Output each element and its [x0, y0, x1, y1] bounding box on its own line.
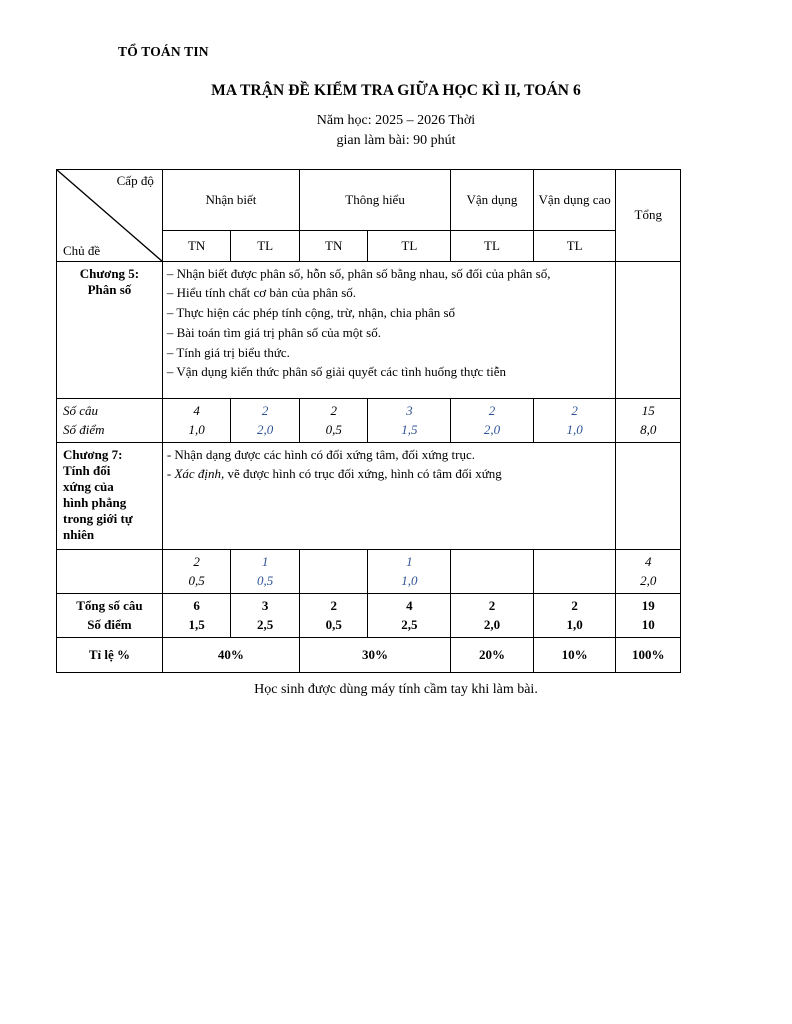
- cell-count-score: [231, 549, 300, 593]
- ratio-tong: 100%: [616, 637, 681, 672]
- grand-total-cell: [162, 593, 231, 637]
- count-value: 19: [641, 597, 655, 613]
- chapter-5-total-placeholder: [616, 261, 681, 398]
- table-row: [57, 398, 681, 442]
- header-van-dung-cao: Vận dụng cao: [533, 169, 616, 230]
- grand-total-cell: [231, 593, 300, 637]
- chapter-7-label: [57, 442, 163, 549]
- count-value: 3: [261, 597, 269, 613]
- department-name: TỔ TOÁN TIN: [118, 44, 209, 59]
- grand-total-cell-sum: [616, 593, 681, 637]
- objective-item: – Nhận biết được phân số, hỗn số, phân số bằng nhau, số đối của phân số,: [166, 265, 551, 281]
- chapter-5-objectives: [162, 261, 616, 398]
- subheader-tl-4: TL: [533, 230, 616, 261]
- score-value: 2,0: [483, 422, 501, 438]
- chapter-7-line: trong giới tự: [63, 510, 133, 526]
- score-value: 1,5: [401, 422, 418, 438]
- score-value: 0,5: [325, 617, 342, 633]
- subheader-tl-3: TL: [451, 230, 534, 261]
- chapter-7-line: xứng của: [63, 478, 114, 494]
- count-value: 2: [488, 402, 496, 418]
- document-subtitle: [56, 111, 736, 152]
- ratio-van-dung: 20%: [451, 637, 534, 672]
- score-value: 1,0: [566, 617, 583, 633]
- subheader-tn-2: TN: [299, 230, 368, 261]
- score-value: 1,5: [188, 617, 205, 633]
- chapter-7-counts-label: [57, 549, 163, 593]
- table-row-grand-total: [57, 593, 681, 637]
- label-so-diem: Số điểm: [63, 422, 105, 438]
- page-title: MA TRẬN ĐỀ KIỂM TRA GIỮA HỌC KÌ II, TOÁN 6: [211, 82, 581, 99]
- cell-count-score: [368, 549, 451, 593]
- count-value: [455, 552, 529, 572]
- score-value: 10: [641, 617, 655, 633]
- count-value: 1: [406, 553, 413, 569]
- header-thong-hieu: Thông hiểu: [299, 169, 450, 230]
- topic-label: Chủ đề: [63, 242, 101, 258]
- count-value: 1: [261, 553, 269, 569]
- cell-count-score: [231, 398, 300, 442]
- chapter-7-total-placeholder: [616, 442, 681, 549]
- count-value: 2: [261, 402, 269, 418]
- label-so-cau: [63, 552, 158, 572]
- cell-count-score: [162, 398, 231, 442]
- corner-cell: [57, 169, 163, 261]
- chapter-7-line: hình phẳng: [63, 494, 127, 510]
- chapter-5-line-2: Phân số: [87, 281, 132, 297]
- score-value: 1,0: [566, 422, 583, 438]
- grand-total-label: [57, 593, 163, 637]
- header-nhan-biet: Nhận biết: [162, 169, 299, 230]
- cell-count-score: [368, 398, 451, 442]
- cell-count-score: [162, 549, 231, 593]
- cell-count-score-total: [616, 398, 681, 442]
- table-row: [57, 442, 681, 549]
- count-value: 15: [641, 402, 655, 418]
- label-so-diem: Số điểm: [87, 617, 132, 633]
- score-value: [538, 571, 612, 591]
- score-value: 1,0: [401, 573, 418, 589]
- chapter-7-line: nhiên: [63, 526, 95, 542]
- header-van-dung: Vận dụng: [451, 169, 534, 230]
- ratio-thong-hieu: 30%: [299, 637, 450, 672]
- label-so-diem: [63, 571, 158, 591]
- label-tong-so-cau: Tổng số câu: [76, 597, 143, 613]
- count-value: [538, 552, 612, 572]
- count-value: 4: [644, 553, 652, 569]
- score-value: 2,0: [483, 617, 501, 633]
- chapter-7-line: Tính đối: [63, 462, 111, 478]
- score-value: 0,5: [188, 573, 205, 589]
- ratio-label: Tỉ lệ %: [57, 637, 163, 672]
- grand-total-cell: [368, 593, 451, 637]
- cell-count-score: [533, 549, 616, 593]
- objective-item: – Tính giá trị biểu thức.: [166, 344, 290, 360]
- score-value: 2,5: [401, 617, 418, 633]
- table-row: [57, 549, 681, 593]
- count-value: 2: [488, 597, 496, 613]
- grand-total-cell: [451, 593, 534, 637]
- score-value: 2,0: [640, 573, 657, 589]
- table-header-row-groups: [57, 169, 681, 230]
- subheader-tl-1: TL: [231, 230, 300, 261]
- score-value: 0,5: [257, 573, 274, 589]
- count-value: 2: [330, 597, 337, 613]
- score-value: 0,5: [325, 422, 342, 438]
- subheader-tn-1: TN: [162, 230, 231, 261]
- table-row-ratio: [57, 637, 681, 672]
- cell-count-score: [451, 398, 534, 442]
- subtitle-line-1: Năm học: 2025 – 2026 Thời: [316, 113, 476, 128]
- count-value: 2: [571, 597, 578, 613]
- cell-count-score: [299, 398, 368, 442]
- count-value: 2: [330, 402, 337, 418]
- count-value: 4: [406, 597, 413, 613]
- count-value: 6: [193, 597, 200, 613]
- score-value: [455, 571, 529, 591]
- chapter-7-objectives: [162, 442, 616, 549]
- cell-count-score: [299, 549, 368, 593]
- count-value: 2: [571, 402, 578, 418]
- level-label: Cấp độ: [116, 172, 154, 188]
- grand-total-cell: [533, 593, 616, 637]
- objective-item: - Xác định, vẽ được hình có trục đối xứng, hình có tâm đối xứng: [166, 466, 502, 482]
- grand-total-cell: [299, 593, 368, 637]
- score-value: 2,5: [257, 617, 274, 633]
- objective-item: – Vận dụng kiến thức phân số giải quyết các tình huống thực tiễn: [166, 364, 506, 380]
- objective-item: – Hiểu tính chất cơ bản của phân số.: [166, 285, 357, 301]
- ratio-nhan-biet: 40%: [162, 637, 299, 672]
- cell-count-score: [451, 549, 534, 593]
- footnote: Học sinh được dùng máy tính cầm tay khi làm bài.: [254, 681, 538, 697]
- cell-count-score: [533, 398, 616, 442]
- cell-count-score-total: [616, 549, 681, 593]
- objective-item: - Nhận dạng được các hình có đối xứng tâm, đối xứng trục.: [166, 446, 476, 462]
- count-value: 3: [406, 402, 413, 418]
- chapter-7-line: Chương 7:: [63, 446, 123, 462]
- chapter-5-counts-label: [57, 398, 163, 442]
- score-value: 2,0: [257, 422, 274, 438]
- score-value: [304, 571, 364, 591]
- count-value: [304, 552, 364, 572]
- label-so-cau: Số câu: [63, 402, 99, 418]
- table-row: [57, 261, 681, 398]
- score-value: 1,0: [188, 422, 205, 438]
- subtitle-line-2: gian làm bài: 90 phút: [336, 133, 456, 149]
- exam-matrix-table: [56, 169, 681, 673]
- chapter-5-label: [57, 261, 163, 398]
- count-value: 4: [193, 402, 200, 418]
- count-value: 2: [193, 553, 200, 569]
- objective-item: – Bài toán tìm giá trị phân số của một số.: [166, 324, 381, 340]
- ratio-van-dung-cao: 10%: [533, 637, 616, 672]
- subheader-tl-2: TL: [368, 230, 451, 261]
- header-tong: Tổng: [616, 169, 681, 261]
- score-value: 8,0: [640, 422, 657, 438]
- chapter-5-line-1: Chương 5:: [79, 265, 140, 281]
- objective-item: – Thực hiện các phép tính cộng, trừ, nhận, chia phân số: [166, 305, 456, 321]
